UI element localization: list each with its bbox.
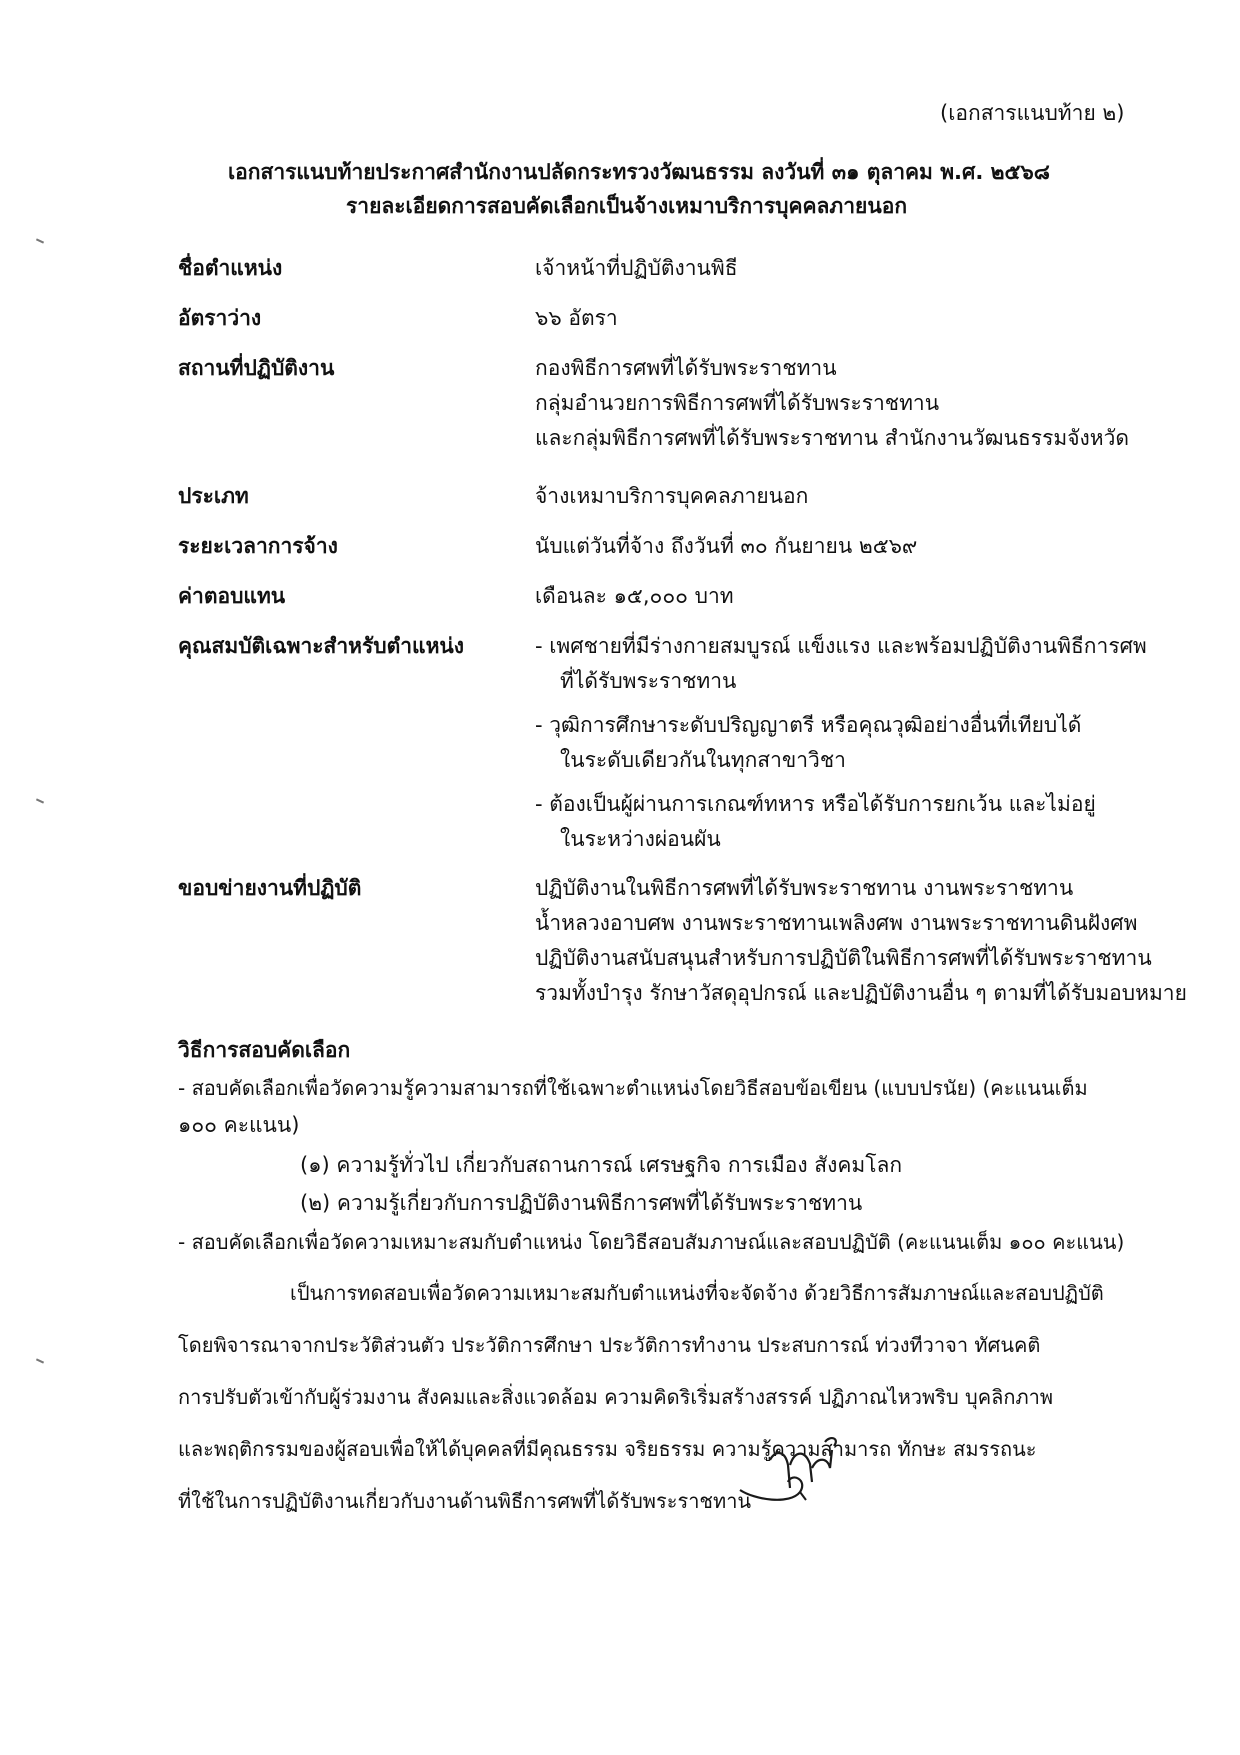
workplace-label: สถานที่ปฏิบัติงาน (178, 356, 335, 380)
paragraph-line: การปรับตัวเข้ากับผู้ร่วมงาน สังคมและสิ่งแวดล้อม ความคิดริเริ่มสร้างสรรค์ ปฏิภาณไหวพริบ บุคลิกภาพ (178, 1385, 1054, 1409)
workplace-line: กองพิธีการศพที่ได้รับพระราชทาน (535, 356, 837, 380)
period-label: ระยะเวลาการจ้าง (178, 534, 338, 558)
exam-item-1: (๑) ความรู้ทั่วไป เกี่ยวกับสถานการณ์ เศรษฐกิจ การเมือง สังคมโลก (300, 1153, 903, 1177)
scope-line: น้ำหลวงอาบศพ งานพระราชทานเพลิงศพ งานพระราชทานดินฝังศพ (535, 911, 1138, 935)
written-exam-line: - สอบคัดเลือกเพื่อวัดความรู้ความสามารถที่ใช้เฉพาะตำแหน่งโดยวิธีสอบข้อเขียน (แบบปรนัย) (คะแนนเต็ม (178, 1076, 1088, 1100)
interview-exam-line: - สอบคัดเลือกเพื่อวัดความเหมาะสมกับตำแหน่ง โดยวิธีสอบสัมภาษณ์และสอบปฏิบัติ (คะแนนเต็ม ๑๐๐ คะแนน) (178, 1230, 1125, 1254)
qualification-line: ในระหว่างผ่อนผัน (560, 827, 721, 851)
header-line-2: รายละเอียดการสอบคัดเลือกเป็นจ้างเหมาบริการบุคคลภายนอก (346, 194, 908, 218)
scope-line: ปฏิบัติงานในพิธีการศพที่ได้รับพระราชทาน งานพระราชทาน (535, 876, 1074, 900)
scope-line: ปฏิบัติงานสนับสนุนสำหรับการปฏิบัติในพิธีการศพที่ได้รับพระราชทาน (535, 946, 1152, 970)
attachment-label: (เอกสารแนบท้าย ๒) (940, 101, 1125, 125)
workplace-line: กลุ่มอำนวยการพิธีการศพที่ได้รับพระราชทาน (535, 391, 940, 415)
scope-label: ขอบข่ายงานที่ปฏิบัติ (178, 876, 362, 900)
qualification-label: คุณสมบัติเฉพาะสำหรับตำแหน่ง (178, 634, 465, 658)
paragraph-line: และพฤติกรรมของผู้สอบเพื่อให้ได้บุคคลที่มีคุณธรรม จริยธรรม ความรู้ความสามารถ ทักษะ สมรรถนะ (178, 1437, 1037, 1461)
position-value: เจ้าหน้าที่ปฏิบัติงานพิธี (535, 256, 738, 280)
paragraph-line: ที่ใช้ในการปฏิบัติงานเกี่ยวกับงานด้านพิธีการศพที่ได้รับพระราชทาน (178, 1489, 752, 1513)
vacancy-label: อัตราว่าง (178, 306, 262, 330)
type-value: จ้างเหมาบริการบุคคลภายนอก (535, 484, 809, 508)
vacancy-value: ๖๖ อัตรา (535, 306, 618, 330)
margin-mark (36, 1358, 44, 1363)
margin-mark (36, 238, 44, 243)
qualification-line: - วุฒิการศึกษาระดับปริญญาตรี หรือคุณวุฒิอย่างอื่นที่เทียบได้ (535, 713, 1082, 737)
scope-line: รวมทั้งบำรุง รักษาวัสดุอุปกรณ์ และปฏิบัติงานอื่น ๆ ตามที่ได้รับมอบหมาย (535, 981, 1187, 1005)
qualification-line: ที่ได้รับพระราชทาน (560, 669, 737, 693)
handwritten-signature (730, 1420, 860, 1510)
workplace-line: และกลุ่มพิธีการศพที่ได้รับพระราชทาน สำนักงานวัฒนธรรมจังหวัด (535, 426, 1130, 450)
method-title: วิธีการสอบคัดเลือก (178, 1038, 351, 1062)
qualification-line: - ต้องเป็นผู้ผ่านการเกณฑ์ทหาร หรือได้รับการยกเว้น และไม่อยู่ (535, 792, 1096, 816)
pay-value: เดือนละ ๑๕,๐๐๐ บาท (535, 584, 734, 608)
type-label: ประเภท (178, 484, 249, 508)
position-label: ชื่อตำแหน่ง (178, 256, 283, 280)
period-value: นับแต่วันที่จ้าง ถึงวันที่ ๓๐ กันยายน ๒๕๖๙ (535, 534, 918, 558)
paragraph-line: โดยพิจารณาจากประวัติส่วนตัว ประวัติการศึกษา ประวัติการทำงาน ประสบการณ์ ท่วงทีวาจา ทัศนคติ (178, 1333, 1041, 1357)
exam-item-2: (๒) ความรู้เกี่ยวกับการปฏิบัติงานพิธีการศพที่ได้รับพระราชทาน (300, 1191, 863, 1215)
header-line-1: เอกสารแนบท้ายประกาศสำนักงานปลัดกระทรวงวัฒนธรรม ลงวันที่ ๓๑ ตุลาคม พ.ศ. ๒๕๖๘ (228, 160, 1050, 184)
qualification-line: - เพศชายที่มีร่างกายสมบูรณ์ แข็งแรง และพร้อมปฏิบัติงานพิธีการศพ (535, 634, 1147, 658)
margin-mark (36, 798, 44, 803)
pay-label: ค่าตอบแทน (178, 584, 286, 608)
qualification-line: ในระดับเดียวกันในทุกสาขาวิชา (560, 748, 846, 772)
paragraph-line: เป็นการทดสอบเพื่อวัดความเหมาะสมกับตำแหน่งที่จะจัดจ้าง ด้วยวิธีการสัมภาษณ์และสอบปฏิบัติ (290, 1281, 1104, 1305)
written-exam-line: ๑๐๐ คะแนน) (178, 1113, 300, 1137)
